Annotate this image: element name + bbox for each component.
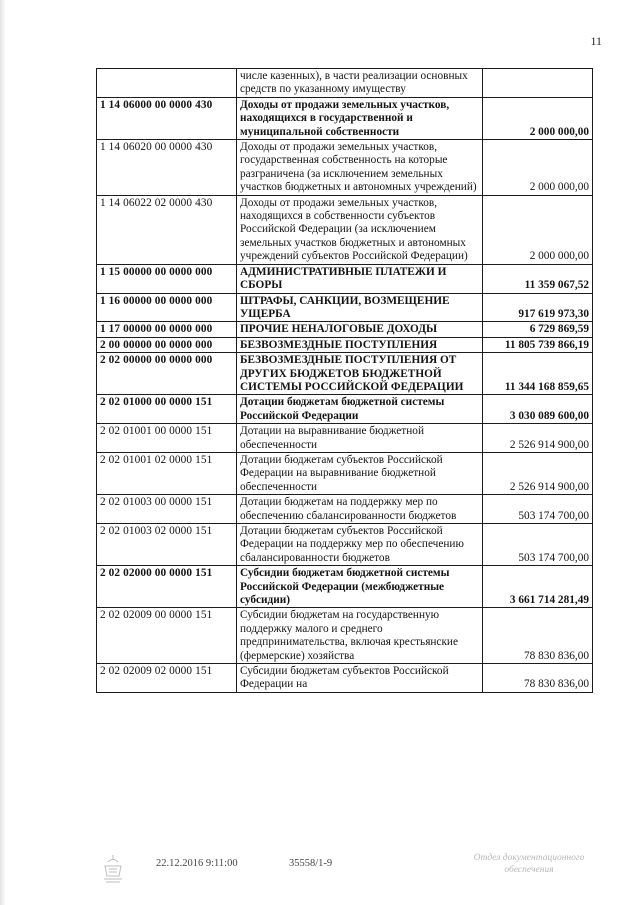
row-code: 1 17 00000 00 0000 000	[97, 322, 237, 337]
table-row	[97, 337, 593, 352]
row-name: числе казенных), в части реализации основных средств по указанному имуществу	[237, 69, 483, 98]
row-amount: 78 830 836,00	[483, 664, 593, 693]
row-amount: 11 805 739 866,19	[483, 337, 593, 352]
row-name: Доходы от продажи земельных участков, находящихся в государственной и муниципальной собственности	[237, 97, 483, 139]
row-amount: 2 526 914 900,00	[483, 452, 593, 494]
row-code: 2 02 00000 00 0000 000	[97, 353, 237, 395]
row-code: 2 00 00000 00 0000 000	[97, 337, 237, 352]
page-number: 11	[590, 34, 602, 48]
row-name: Дотации бюджетам бюджетной системы Российской Федерации	[237, 395, 483, 424]
row-code: 1 16 00000 00 0000 000	[97, 293, 237, 322]
row-amount: 2 000 000,00	[483, 97, 593, 139]
revenue-table	[96, 68, 593, 693]
row-name: Субсидии бюджетам на государственную поддержку малого и среднего предпринимательства, включая крестьянские (фермерские) хозяйства	[237, 608, 483, 664]
table-row	[97, 424, 593, 453]
emblem-icon	[100, 852, 126, 884]
row-amount: 6 729 869,59	[483, 322, 593, 337]
row-amount: 11 359 067,52	[483, 264, 593, 293]
table-row	[97, 566, 593, 608]
row-code: 2 02 02000 00 0000 151	[97, 566, 237, 608]
row-code: 1 14 06020 00 0000 430	[97, 140, 237, 196]
row-amount: 2 000 000,00	[483, 195, 593, 264]
table-row	[97, 140, 593, 196]
row-amount: 917 619 973,30	[483, 293, 593, 322]
revenue-table-body	[97, 69, 593, 693]
row-code: 1 14 06000 00 0000 430	[97, 97, 237, 139]
table-row	[97, 195, 593, 264]
table-row	[97, 495, 593, 524]
table-row	[97, 395, 593, 424]
table-row	[97, 322, 593, 337]
row-name: Доходы от продажи земельных участков, находящихся в собственности субъектов Российской Федерации (за исключением земельных участков бюджетных и автономных учреждений субъектов Российской Федерации)	[237, 195, 483, 264]
row-amount: 78 830 836,00	[483, 608, 593, 664]
row-amount: 503 174 700,00	[483, 495, 593, 524]
table-row	[97, 524, 593, 566]
row-code: 2 02 02009 00 0000 151	[97, 608, 237, 664]
row-name: Субсидии бюджетам субъектов Российской Федерации на	[237, 664, 483, 693]
row-name: БЕЗВОЗМЕЗДНЫЕ ПОСТУПЛЕНИЯ ОТ ДРУГИХ БЮДЖЕТОВ БЮДЖЕТНОЙ СИСТЕМЫ РОССИЙСКОЙ ФЕДЕРАЦИИ	[237, 353, 483, 395]
row-name: БЕЗВОЗМЕЗДНЫЕ ПОСТУПЛЕНИЯ	[237, 337, 483, 352]
row-name: Дотации бюджетам на поддержку мер по обеспечению сбалансированности бюджетов	[237, 495, 483, 524]
table-row	[97, 353, 593, 395]
row-amount: 3 030 089 600,00	[483, 395, 593, 424]
row-code: 1 14 06022 02 0000 430	[97, 195, 237, 264]
row-name: ШТРАФЫ, САНКЦИИ, ВОЗМЕЩЕНИЕ УЩЕРБА	[237, 293, 483, 322]
row-code: 2 02 01001 02 0000 151	[97, 452, 237, 494]
table-row	[97, 69, 593, 98]
table-row	[97, 264, 593, 293]
row-code: 2 02 02009 02 0000 151	[97, 664, 237, 693]
row-name: Дотации бюджетам субъектов Российской Федерации на поддержку мер по обеспечению сбалансированности бюджетов	[237, 524, 483, 566]
row-amount	[483, 69, 593, 98]
table-row	[97, 97, 593, 139]
row-code: 1 15 00000 00 0000 000	[97, 264, 237, 293]
table-row	[97, 452, 593, 494]
row-name: Дотации бюджетам субъектов Российской Федерации на выравнивание бюджетной обеспеченности	[237, 452, 483, 494]
row-amount: 503 174 700,00	[483, 524, 593, 566]
row-amount: 11 344 168 859,65	[483, 353, 593, 395]
row-code: 2 02 01003 00 0000 151	[97, 495, 237, 524]
footer-stamp: Отдел документационного обеспечения	[473, 853, 585, 875]
footer-datetime: 22.12.2016 9:11:00	[156, 858, 238, 869]
row-code: 2 02 01001 00 0000 151	[97, 424, 237, 453]
row-name: Дотации на выравнивание бюджетной обеспеченности	[237, 424, 483, 453]
row-code	[97, 69, 237, 98]
table-row	[97, 608, 593, 664]
row-amount: 3 661 714 281,49	[483, 566, 593, 608]
row-code: 2 02 01000 00 0000 151	[97, 395, 237, 424]
row-name: ПРОЧИЕ НЕНАЛОГОВЫЕ ДОХОДЫ	[237, 322, 483, 337]
row-amount: 2 000 000,00	[483, 140, 593, 196]
table-row	[97, 664, 593, 693]
row-code: 2 02 01003 02 0000 151	[97, 524, 237, 566]
footer-doc-number: 35558/1-9	[289, 858, 333, 869]
row-amount: 2 526 914 900,00	[483, 424, 593, 453]
table-row	[97, 293, 593, 322]
row-name: Доходы от продажи земельных участков, государственная собственность на которые разграничена (за исключением земельных участков бюджетных и автономных учреждений)	[237, 140, 483, 196]
row-name: АДМИНИСТРАТИВНЫЕ ПЛАТЕЖИ И СБОРЫ	[237, 264, 483, 293]
row-name: Субсидии бюджетам бюджетной системы Российской Федерации (межбюджетные субсидии)	[237, 566, 483, 608]
scan-edge	[0, 0, 6, 905]
